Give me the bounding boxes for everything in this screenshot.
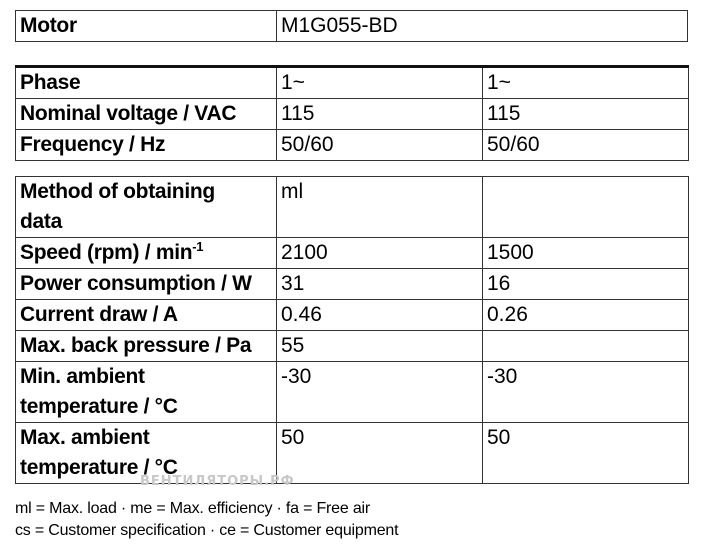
frequency-value-2: 50/60 xyxy=(483,130,689,161)
watermark: ВЕНТИЛЯТОРЫ.РФ xyxy=(140,474,295,489)
back-pressure-value-1: 55 xyxy=(277,331,483,362)
min-temp-label xyxy=(16,362,277,423)
min-temp-value-2: -30 xyxy=(483,362,689,423)
motor-label: Motor xyxy=(16,11,277,42)
phase-label: Phase xyxy=(16,67,277,99)
power-value-1: 31 xyxy=(277,269,483,300)
method-value-1: ml xyxy=(277,177,483,238)
power-label: Power consumption / W xyxy=(16,269,277,300)
current-value-1: 0.46 xyxy=(277,300,483,331)
method-label xyxy=(16,177,277,238)
max-temp-value-2: 50 xyxy=(483,423,689,484)
table-row xyxy=(16,238,689,269)
max-temp-value-1: 50 xyxy=(277,423,483,484)
motor-value: M1G055-BD xyxy=(277,11,688,42)
speed-value-1: 2100 xyxy=(277,238,483,269)
legend xyxy=(15,498,398,542)
table-row xyxy=(16,130,689,161)
phase-value-2: 1~ xyxy=(483,67,689,99)
method-label-line2: data xyxy=(20,210,62,233)
current-value-2: 0.26 xyxy=(483,300,689,331)
back-pressure-value-2 xyxy=(483,331,689,362)
max-temp-label-line2: temperature / °C xyxy=(20,456,178,479)
performance-table xyxy=(15,176,689,484)
table-row xyxy=(16,177,689,238)
power-value-2: 16 xyxy=(483,269,689,300)
voltage-label: Nominal voltage / VAC xyxy=(16,99,277,130)
legend-line1: ml = Max. load · me = Max. efficiency · fa = Free air xyxy=(15,500,371,517)
speed-label-text: Speed (rpm) / min xyxy=(20,241,193,264)
table-row xyxy=(16,300,689,331)
motor-row xyxy=(16,11,688,42)
table-row xyxy=(16,269,689,300)
min-temp-value-1: -30 xyxy=(277,362,483,423)
table-row xyxy=(16,331,689,362)
speed-label xyxy=(16,238,277,269)
min-temp-label-line1: Min. ambient xyxy=(20,365,145,388)
current-label: Current draw / A xyxy=(16,300,277,331)
phase-value-1: 1~ xyxy=(277,67,483,99)
voltage-value-1: 115 xyxy=(277,99,483,130)
min-temp-label-line2: temperature / °C xyxy=(20,395,178,418)
electrical-table xyxy=(15,65,689,161)
method-value-2 xyxy=(483,177,689,238)
motor-table xyxy=(15,10,688,42)
table-row xyxy=(16,362,689,423)
voltage-value-2: 115 xyxy=(483,99,689,130)
table-row xyxy=(16,67,689,99)
back-pressure-label: Max. back pressure / Pa xyxy=(16,331,277,362)
speed-value-2: 1500 xyxy=(483,238,689,269)
max-temp-label-line1: Max. ambient xyxy=(20,426,150,449)
frequency-value-1: 50/60 xyxy=(277,130,483,161)
table-row xyxy=(16,99,689,130)
legend-line2: cs = Customer specification · ce = Customer equipment xyxy=(15,522,399,539)
method-label-line1: Method of obtaining xyxy=(20,180,215,203)
table-row xyxy=(16,423,689,484)
speed-label-exponent: -1 xyxy=(192,239,204,254)
frequency-label: Frequency / Hz xyxy=(16,130,277,161)
